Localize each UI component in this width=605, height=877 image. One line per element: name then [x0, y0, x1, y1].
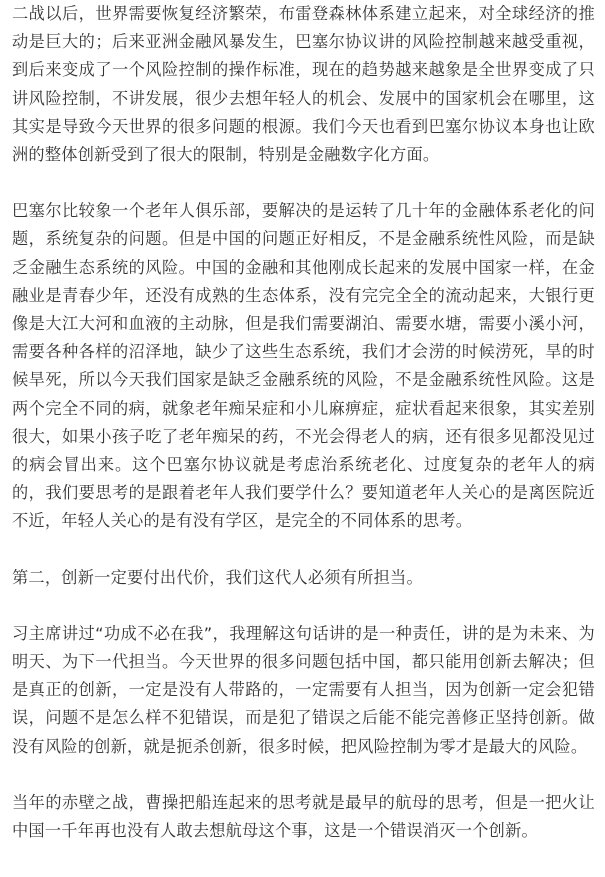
paragraph-red-cliffs: 当年的赤壁之战，曹操把船连起来的思考就是最早的航母的思考，但是一把火让中国一千年再也没有人敢去想航母这个事，这是一个错误消灭一个创新。: [12, 792, 595, 841]
paragraph-second-point: 第二，创新一定要付出代价，我们这代人必须有所担当。: [12, 567, 423, 587]
paragraph-responsibility: 习主席讲过“功成不必在我”，我理解这句话讲的是一种责任，讲的是为未来、为明天、为下一代担当。今天世界的很多问题包括中国，都只能用创新去解决；但是真正的创新，一定是没有人带路的，一定需要有人担当，因为创新一定会犯错误，问题不是怎么样不犯错误，而是犯了错误之后能不能完善修正坚持创新。做没有风险的创新，就是扼杀创新，很多时候，把风险控制为零才是最大的风险。: [12, 623, 595, 756]
paragraph-old-mans-club: 巴塞尔比较象一个老年人俱乐部，要解决的是运转了几十年的金融体系老化的问题，系统复杂的问题。但是中国的问题正好相反，不是金融系统性风险，而是缺乏金融生态系统的风险。中国的金融和其他刚成长起来的发展中国家一样，在金融业是青春少年，还没有成熟的生态体系，没有完完全全的流动起来，大银行更像是大江大河和血液的主动脉，但是我们需要湖泊、需要水塘，需要小溪小河，需要各种各样的沼泽地，缺少了这些生态系统，我们才会涝的时候涝死，旱的时候旱死，所以今天我们国家是缺乏金融系统的风险，不是金融系统性风险。这是两个完全不同的病，就象老年痴呆症和小儿麻痹症，症状看起来很象，其实差别很大，如果小孩子吃了老年痴呆的药，不光会得老人的病，还有很多见都没见过的病会冒出来。这个巴塞尔协议就是考虑治系统老化、过度复杂的老年人的病的，我们要思考的是跟着老年人我们要学什么？要知道老年人关心的是离医院近不近，年轻人关心的是有没有学区，是完全的不同体系的思考。: [12, 201, 595, 531]
paragraph-postwar-basel: 二战以后，世界需要恢复经济繁荣，布雷登森林体系建立起来，对全球经济的推动是巨大的；后来亚洲金融风暴发生，巴塞尔协议讲的风险控制越来越受重视，到后来变成了一个风险控制的操作标准，现在的趋势越来越象是全世界变成了只讲风险控制，不讲发展，很少去想年轻人的机会、发展中的国家机会在哪里，这其实是导致今天世界的很多问题的根源。我们今天也看到巴塞尔协议本身也让欧洲的整体创新受到了很大的限制，特别是金融数字化方面。: [12, 4, 595, 165]
article-body: [12, 0, 595, 873]
